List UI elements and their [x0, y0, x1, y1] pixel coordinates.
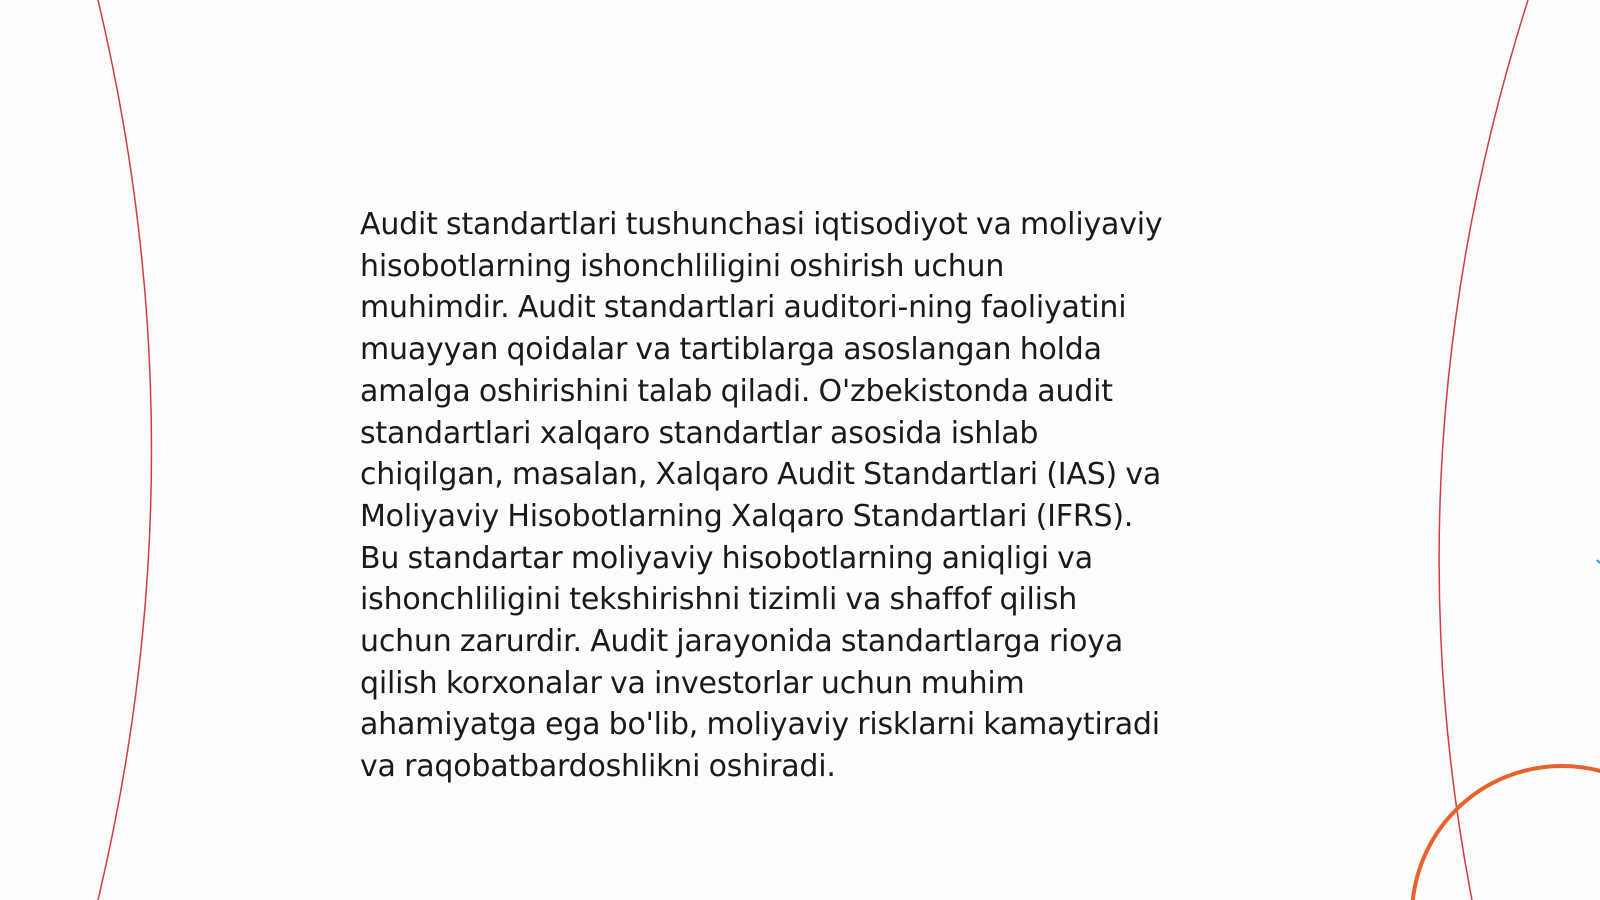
body-paragraph: Audit standartlari tushunchasi iqtisodiyot va moliyaviy hisobotlarning ishonchliligini oshirish uchun muhimdir. Audit standartlari auditori-ning faoliyatini muayyan qoidalar va tartiblarga asoslangan holda amalga oshirishini talab qiladi. O'zbekistonda audit standartlari xalqaro standartlar asosida ishlab chiqilgan, masalan, Xalqaro Audit Standartlari (IAS) va Moliyaviy Hisobotlarning Xalqaro Standartlari (IFRS). Bu standartar moliyaviy hisobotlarning aniqligi va ishonchliligini tekshirishni tizimli va shaffof qilish uchun zarurdir. Audit jarayonida standartlarga rioya qilish korxonalar va investorlar uchun muhim ahamiyatga ega bo'lib, moliyaviy risklarni kamaytiradi va raqobatbardoshlikni oshiradi. [360, 207, 1163, 785]
left-arc-line [98, 0, 152, 900]
orange-circle-outline [1412, 766, 1600, 900]
right-arc-line [1439, 0, 1528, 900]
